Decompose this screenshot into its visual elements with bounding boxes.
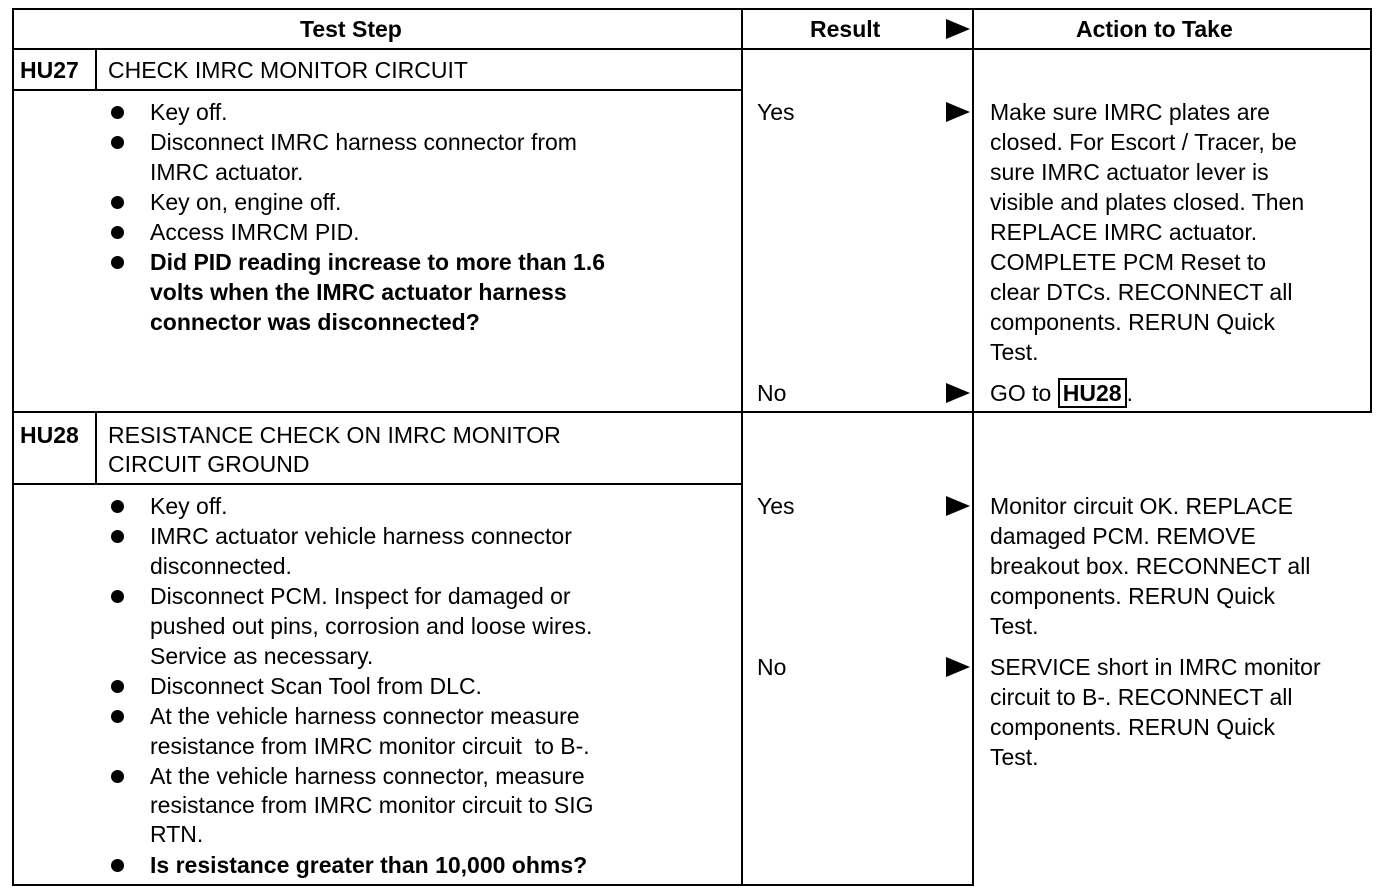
hu27-yes-action-line: REPLACE IMRC actuator.: [990, 219, 1258, 245]
hu28-result-yes: Yes: [757, 493, 795, 519]
bullet-icon: [111, 530, 124, 543]
hu27-proc-1: Key off.: [150, 99, 228, 125]
hu28-proc-2b: disconnected.: [150, 553, 292, 579]
hu27-yes-action-line: sure IMRC actuator lever is: [990, 159, 1269, 185]
bullet-icon: [111, 859, 124, 872]
bullet-icon: [111, 226, 124, 239]
hu27-no-arrow-icon: [946, 383, 970, 403]
table-border-bottom: [12, 884, 974, 886]
step-id-hu28: HU28: [20, 422, 79, 448]
step-title-hu28-line2: CIRCUIT GROUND: [108, 451, 310, 477]
hu28-proc-5b: resistance from IMRC monitor circuit to B-.: [150, 733, 590, 759]
table-border-left: [12, 8, 14, 886]
bullet-icon: [111, 680, 124, 693]
hu28-proc-6b: resistance from IMRC monitor circuit to SIG: [150, 792, 594, 818]
hu27-yes-action-line: closed. For Escort / Tracer, be: [990, 129, 1297, 155]
step-title-hu28-line1: RESISTANCE CHECK ON IMRC MONITOR: [108, 422, 561, 448]
hu27-proc-5c: connector was disconnected?: [150, 309, 480, 335]
bullet-icon: [111, 710, 124, 723]
hu28-proc-3b: pushed out pins, corrosion and loose wires.: [150, 613, 593, 639]
bullet-icon: [111, 136, 124, 149]
hu28-proc-6c: RTN.: [150, 821, 204, 847]
goto-period: .: [1126, 380, 1133, 406]
hu28-no-arrow-icon: [946, 657, 970, 677]
hu27-result-yes: Yes: [757, 99, 795, 125]
bullet-icon: [111, 590, 124, 603]
bullet-icon: [111, 196, 124, 209]
header-result: Result: [810, 16, 881, 42]
hu27-proc-5b: volts when the IMRC actuator harness: [150, 279, 567, 305]
bullet-icon: [111, 500, 124, 513]
hu28-proc-6a: At the vehicle harness connector, measure: [150, 763, 585, 789]
hu28-no-action-line: circuit to B-. RECONNECT all: [990, 684, 1293, 710]
hu28-proc-7: Is resistance greater than 10,000 ohms?: [150, 852, 588, 878]
hu27-yes-action-line: visible and plates closed. Then: [990, 189, 1305, 215]
step-title-hu27: CHECK IMRC MONITOR CIRCUIT: [108, 57, 468, 83]
hu27-yes-action-line: Make sure IMRC plates are: [990, 99, 1270, 125]
hu28-proc-2a: IMRC actuator vehicle harness connector: [150, 523, 572, 549]
bullet-icon: [111, 770, 124, 783]
hu27-yes-arrow-icon: [946, 102, 970, 122]
hu28-no-action-line: components. RERUN Quick: [990, 714, 1276, 740]
hu27-proc-4: Access IMRCM PID.: [150, 219, 360, 245]
step-reference-link[interactable]: HU28: [1058, 378, 1127, 408]
goto-text: GO to: [990, 380, 1052, 406]
header-test-step: Test Step: [300, 16, 402, 42]
table-border-right: [1370, 8, 1372, 412]
hu28-no-action-line: Test.: [990, 744, 1039, 770]
header-action: Action to Take: [1076, 16, 1233, 42]
col-divider-result-action: [972, 8, 974, 886]
header-arrow-icon: [946, 19, 970, 39]
hu28-yes-arrow-icon: [946, 496, 970, 516]
hu27-proc-2a: Disconnect IMRC harness connector from: [150, 129, 577, 155]
hu28-proc-5a: At the vehicle harness connector measure: [150, 703, 580, 729]
hu27-yes-action-line: clear DTCs. RECONNECT all: [990, 279, 1293, 305]
section-divider: [12, 411, 1372, 413]
hu28-result-no: No: [757, 654, 787, 680]
bullet-icon: [111, 256, 124, 269]
hu28-yes-action-line: components. RERUN Quick: [990, 583, 1276, 609]
hu27-title-rule: [12, 89, 743, 91]
step-id-hu27: HU27: [20, 57, 79, 83]
hu28-id-divider: [95, 411, 97, 484]
hu28-no-action-line: SERVICE short in IMRC monitor: [990, 654, 1321, 680]
col-divider-test-result: [741, 8, 743, 886]
hu27-proc-2b: IMRC actuator.: [150, 159, 304, 185]
bullet-icon: [111, 106, 124, 119]
hu27-yes-action-line: Test.: [990, 339, 1039, 365]
hu28-yes-action-line: breakout box. RECONNECT all: [990, 553, 1311, 579]
hu28-proc-4: Disconnect Scan Tool from DLC.: [150, 673, 482, 699]
hu27-yes-action-line: components. RERUN Quick: [990, 309, 1276, 335]
hu28-proc-3a: Disconnect PCM. Inspect for damaged or: [150, 583, 571, 609]
hu27-result-no: No: [757, 380, 787, 406]
hu27-proc-5a: Did PID reading increase to more than 1.6: [150, 249, 606, 275]
table-border-top: [12, 8, 1372, 10]
hu27-proc-3: Key on, engine off.: [150, 189, 342, 215]
hu28-yes-action-line: damaged PCM. REMOVE: [990, 523, 1256, 549]
hu28-proc-3c: Service as necessary.: [150, 643, 374, 669]
hu27-id-divider: [95, 48, 97, 90]
hu28-yes-action-line: Monitor circuit OK. REPLACE: [990, 493, 1293, 519]
hu28-yes-action-line: Test.: [990, 613, 1039, 639]
hu28-proc-1: Key off.: [150, 493, 228, 519]
hu28-title-rule: [12, 483, 743, 485]
hu27-yes-action-line: COMPLETE PCM Reset to: [990, 249, 1267, 275]
hu27-no-action: [990, 378, 1133, 408]
header-bottom-rule: [12, 48, 1372, 50]
